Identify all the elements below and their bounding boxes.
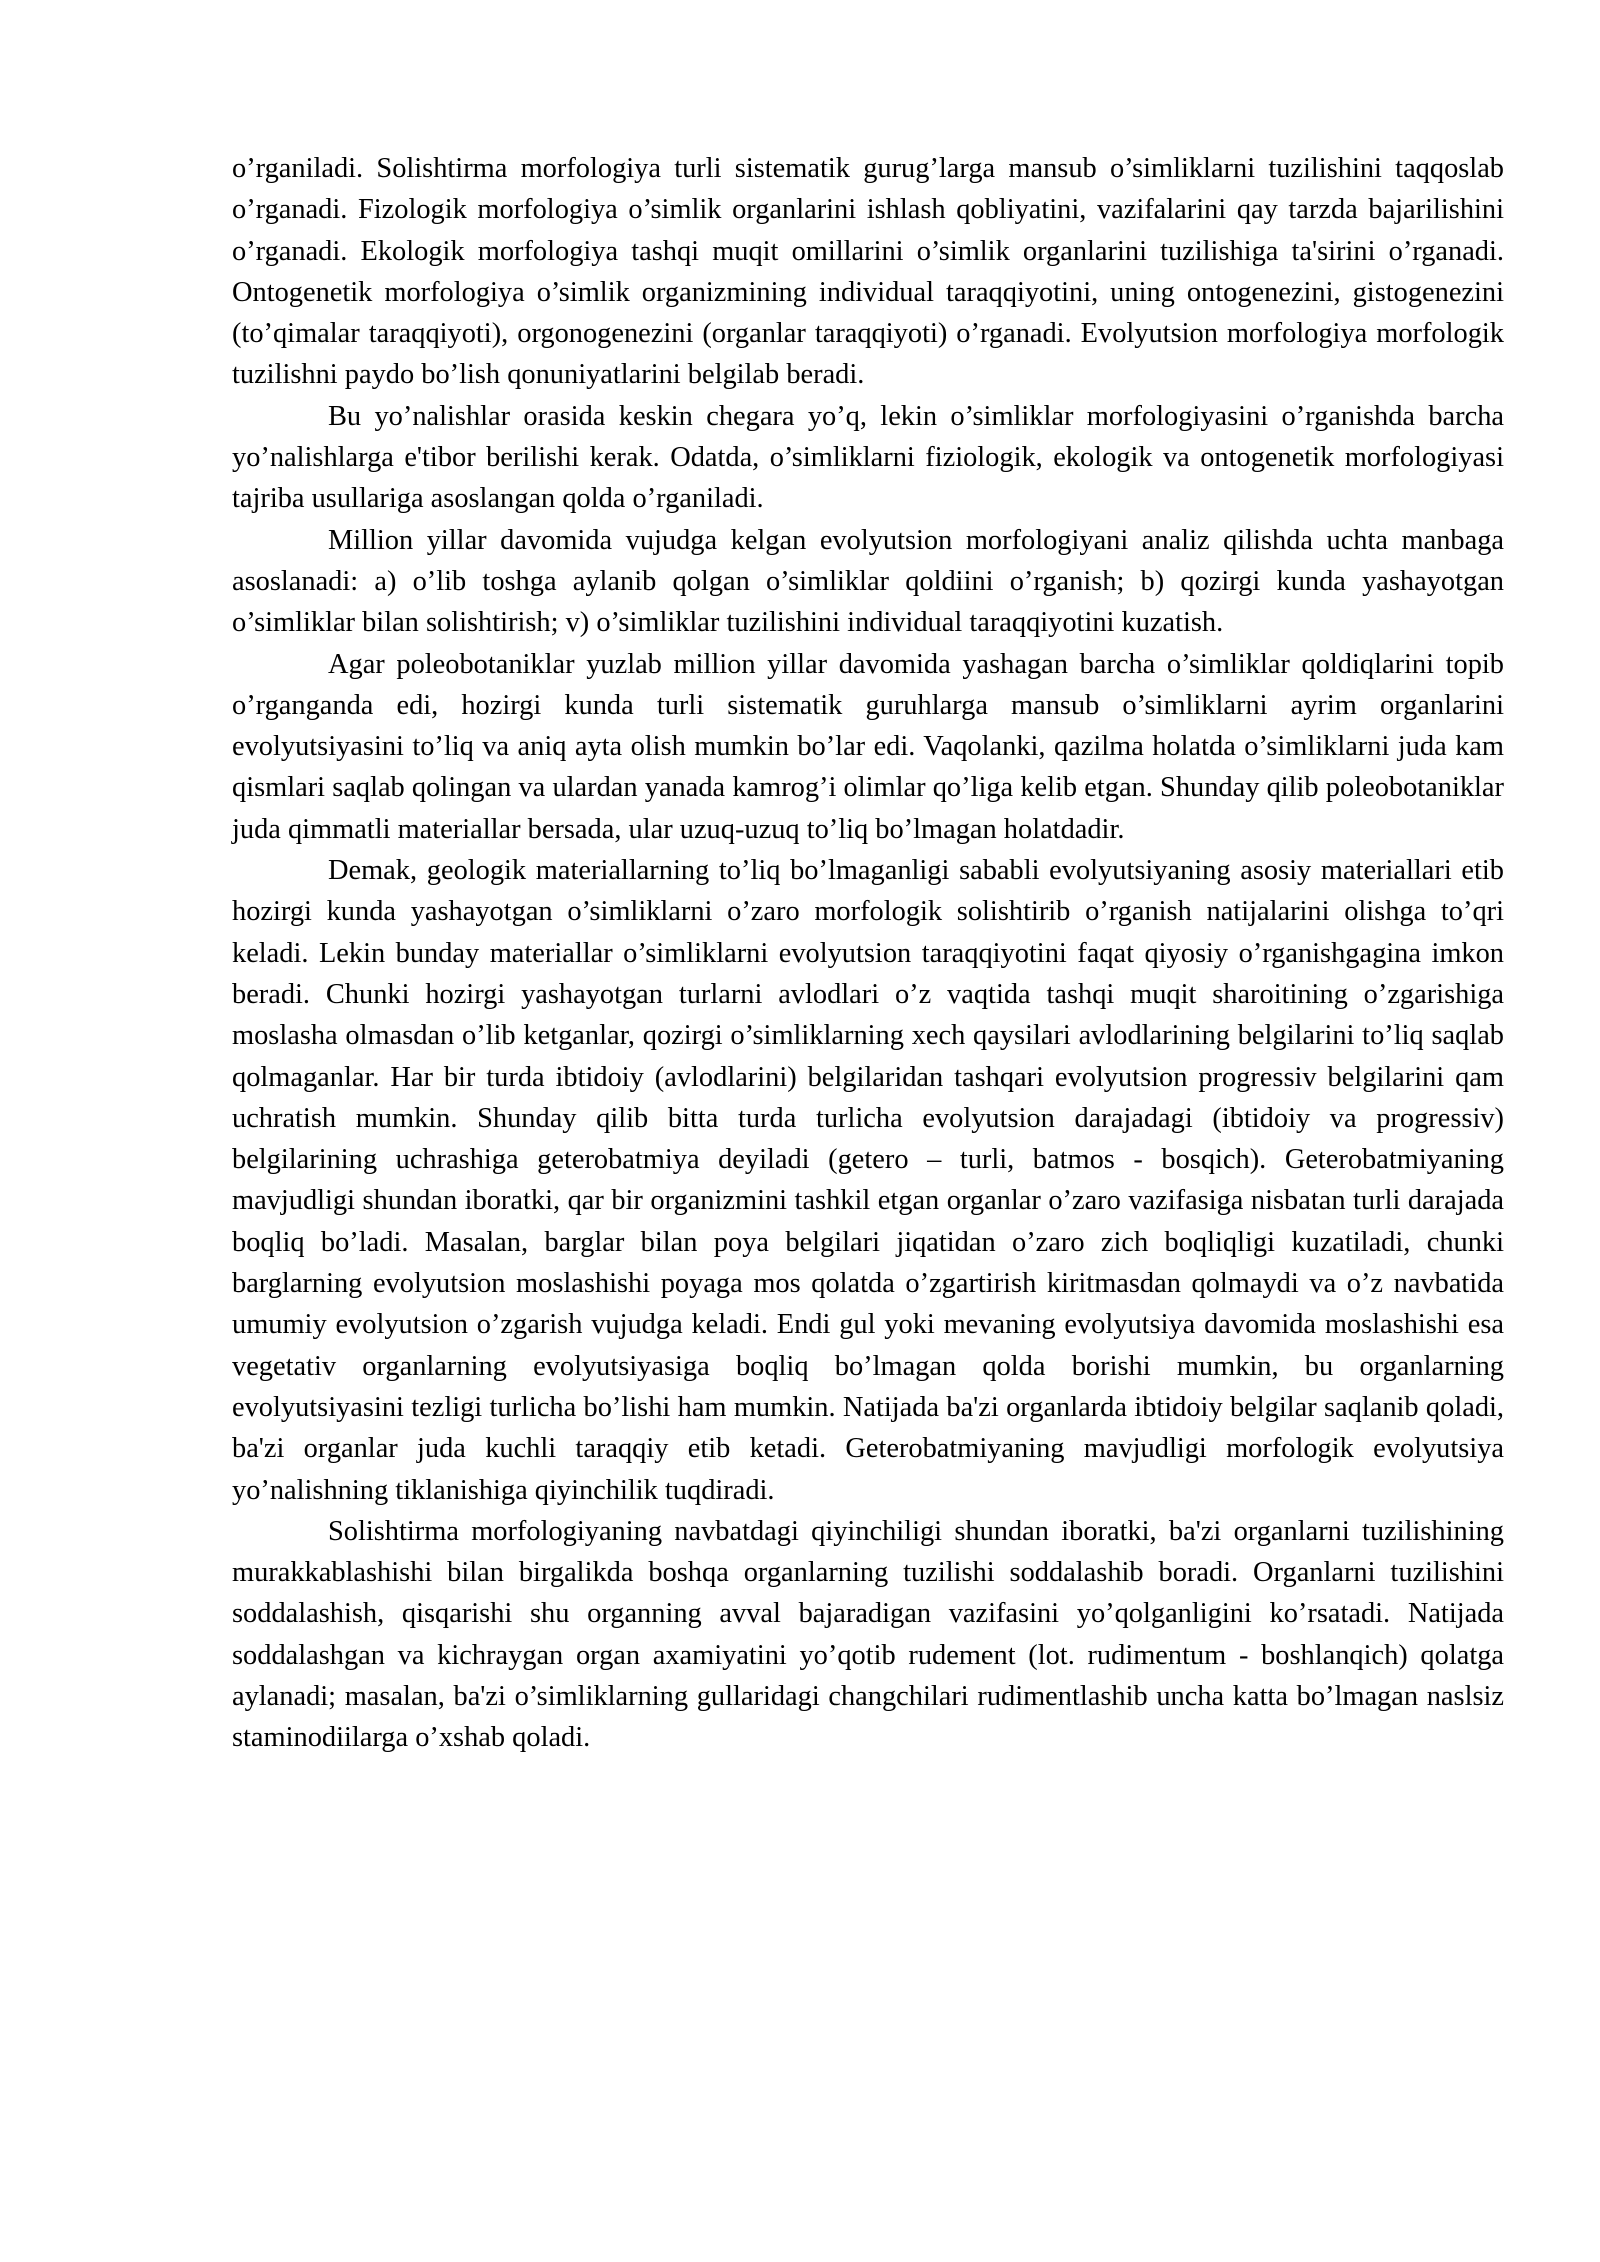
paragraph-2: Bu yo’nalishlar orasida keskin chegara yo’q, lekin o’simliklar morfologiyasini o’rganishda barcha yo’nalishlarga e'tibor berilishi kerak. Odatda, o’simliklarni fiziologik, ekologik va ontogenetik morfologiyasi tajriba usullariga asoslangan qolda o’rganiladi. — [232, 400, 1504, 515]
paragraph-1: o’rganiladi. Solishtirma morfologiya turli sistematik gurug’larga mansub o’simliklarni tuzilishini taqqoslab o’rganadi. Fizologik morfologiya o’simlik organlarini ishlash qobliyatini, vazifalarini qay tarzda bajarilishini o’rganadi. Ekologik morfologiya tashqi muqit omillarini o’simlik organlarini tuzilishiga ta'sirini o’rganadi. Ontogenetik morfologiya o’simlik organizmining individual taraqqiyotini, uning ontogenezini, gistogenezini (to’qimalar taraqqiyoti), orgonogenezini (organlar taraqqiyoti) o’rganadi. Evolyutsion morfologiya morfologik tuzilishni paydo bo’lish qonuniyatlarini belgilab beradi. — [232, 153, 1504, 391]
paragraph-4: Agar poleobotaniklar yuzlab million yillar davomida yashagan barcha o’simliklar qoldiqlarini topib o’rganganda edi, hozirgi kunda turli sistematik guruhlarga mansub o’simliklarni ayrim organlarini evolyutsiyasini to’liq va aniq ayta olish mumkin bo’lar edi. Vaqolanki, qazilma holatda o’simliklarni juda kam qismlari saqlab qolingan va ulardan yanada kamrog’i olimlar qo’liga kelib etgan. Shunday qilib poleobotaniklar juda qimmatli materiallar bersada, ular uzuq-uzuq to’liq bo’lmagan holatdadir. — [232, 648, 1504, 845]
paragraph-5: Demak, geologik materiallarning to’liq bo’lmaganligi sababli evolyutsiyaning asosiy materiallari etib hozirgi kunda yashayotgan o’simliklarni o’zaro morfologik solishtirib o’rganish natijalarini olishga to’qri keladi. Lekin bunday materiallar o’simliklarni evolyutsion taraqqiyotini faqat qiyosiy o’rganishgagina imkon beradi. Chunki hozirgi yashayotgan turlarni avlodlari o’z vaqtida tashqi muqit sharoitining o’zgarishiga moslasha olmasdan o’lib ketganlar, qozirgi o’simliklarning xech qaysilari avlodlarining belgilarini to’liq saqlab qolmaganlar. Har bir turda ibtidoiy (avlodlarini) belgilaridan tashqari evolyutsion progressiv belgilarini qam uchratish mumkin. Shunday qilib bitta turda turlicha evolyutsion darajadagi (ibtidoiy va progressiv) belgilarining uchrashiga geterobatmiya deyiladi (getero – turli, batmos - bosqich). Geterobatmiyaning mavjudligi shundan iboratki, qar bir organizmini tashkil etgan organlar o’zaro vazifasiga nisbatan turli darajada boqliq bo’ladi. Masalan, barglar bilan poya belgilari jiqatidan o’zaro zich boqliqligi kuzatiladi, chunki barglarning evolyutsion moslashishi poyaga mos qolatda o’zgartirish kiritmasdan qolmaydi va o’z navbatida umumiy evolyutsion o’zgarish vujudga keladi. Endi gul yoki mevaning evolyutsiya davomida moslashishi esa vegetativ organlarning evolyutsiyasiga boqliq bo’lmagan qolda borishi mumkin, bu organlarning evolyutsiyasini tezligi turlicha bo’lishi ham mumkin. Natijada ba'zi organlarda ibtidoiy belgilar saqlanib qoladi, ba'zi organlar juda kuchli taraqqiy etib ketadi. Geterobatmiyaning mavjudligi morfologik evolyutsiya yo’nalishning tiklanishiga qiyinchilik tuqdiradi. — [232, 855, 1504, 1506]
paragraph-6: Solishtirma morfologiyaning navbatdagi qiyinchiligi shundan iboratki, ba'zi organlarni tuzilishining murakkablashishi bilan birgalikda boshqa organlarning tuzilishi soddalashib boradi. Organlarni tuzilishini soddalashish, qisqarishi shu organning avval bajaradigan vazifasini yo’qolganligini ko’rsatadi. Natijada soddalashgan va kichraygan organ axamiyatini yo’qotib rudement (lot. rudimentum - boshlanqich) qolatga aylanadi; masalan, ba'zi o’simliklarning gullaridagi changchilari rudimentlashib uncha katta bo’lmagan naslsiz staminodiilarga o’xshab qoladi. — [232, 1515, 1504, 1754]
paragraph-3: Million yillar davomida vujudga kelgan evolyutsion morfologiyani analiz qilishda uchta manbaga asoslanadi: a) o’lib toshga aylanib qolgan o’simliklar qoldiini o’rganish; b) qozirgi kunda yashayotgan o’simliklar bilan solishtirish; v) o’simliklar tuzilishini individual taraqqiyotini kuzatish. — [232, 524, 1504, 639]
document-body — [232, 148, 1504, 1759]
